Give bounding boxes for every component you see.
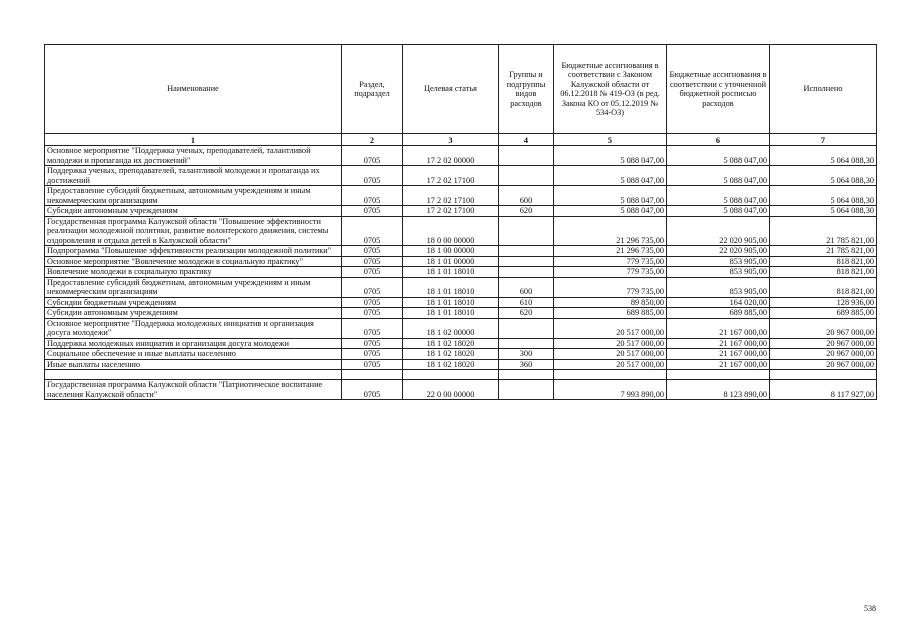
row-initial: 779 735,00: [554, 267, 667, 278]
row-section: 0705: [342, 186, 403, 206]
empty-cell: [342, 370, 403, 380]
row-section: 0705: [342, 349, 403, 360]
row-target: 18 1 02 18020: [403, 338, 499, 349]
row-name: Субсидии автономным учреждениям: [45, 308, 342, 319]
budget-table: [44, 44, 877, 400]
spacer-row: [45, 370, 877, 380]
row-section: 0705: [342, 277, 403, 297]
row-name: Субсидии автономным учреждениям: [45, 206, 342, 217]
row-name: Государственная программа Калужской области "Повышение эффективности реализации молодежной политики, развитие волонтерского движения, системы оздоровления и отдыха детей в Калужской области": [45, 216, 342, 246]
row-initial: 20 517 000,00: [554, 338, 667, 349]
row-executed: 20 967 000,00: [770, 318, 877, 338]
row-revised: 853 905,00: [667, 267, 770, 278]
row-section: 0705: [342, 380, 403, 400]
table-row: [45, 246, 877, 257]
row-executed: 5 064 088,30: [770, 206, 877, 217]
column-number: 5: [554, 134, 667, 146]
column-number: 1: [45, 134, 342, 146]
row-target: 17 2 02 17100: [403, 186, 499, 206]
row-target: 17 2 02 00000: [403, 146, 499, 166]
row-target: 18 1 01 18010: [403, 308, 499, 319]
column-number: 3: [403, 134, 499, 146]
header-initial: Бюджетные ассигнования в соответствии с Законом Калужской области от 06.12.2018 № 419-ОЗ (в ред. Закона КО от 05.12.2019 № 534-ОЗ): [554, 45, 667, 134]
header-executed: Исполнено: [770, 45, 877, 134]
row-revised: 8 123 890,00: [667, 380, 770, 400]
row-section: 0705: [342, 338, 403, 349]
row-initial: 779 735,00: [554, 277, 667, 297]
row-target: 18 0 00 00000: [403, 216, 499, 246]
row-group: 360: [499, 359, 554, 370]
page-number: 538: [864, 604, 876, 613]
column-number: 4: [499, 134, 554, 146]
row-section: 0705: [342, 216, 403, 246]
row-executed: 128 936,00: [770, 297, 877, 308]
row-target: 17 2 02 17100: [403, 166, 499, 186]
table-row: [45, 216, 877, 246]
table-row: [45, 359, 877, 370]
row-target: 18 1 02 00000: [403, 318, 499, 338]
table-body: [45, 146, 877, 400]
row-name: Иные выплаты населению: [45, 359, 342, 370]
row-revised: 21 167 000,00: [667, 359, 770, 370]
table-row: [45, 308, 877, 319]
row-group: 620: [499, 308, 554, 319]
row-section: 0705: [342, 297, 403, 308]
row-executed: 21 785 821,00: [770, 216, 877, 246]
row-section: 0705: [342, 256, 403, 267]
row-initial: 689 885,00: [554, 308, 667, 319]
table-row: [45, 318, 877, 338]
row-revised: 22 020 905,00: [667, 246, 770, 257]
row-name: Вовлечение молодежи в социальную практику: [45, 267, 342, 278]
table-row: [45, 297, 877, 308]
row-revised: 689 885,00: [667, 308, 770, 319]
row-group: 600: [499, 186, 554, 206]
row-initial: 89 850,00: [554, 297, 667, 308]
row-revised: 22 020 905,00: [667, 216, 770, 246]
row-executed: 818 821,00: [770, 267, 877, 278]
row-revised: 164 020,00: [667, 297, 770, 308]
row-executed: 5 064 088,30: [770, 146, 877, 166]
row-executed: 20 967 000,00: [770, 359, 877, 370]
header-row: [45, 45, 877, 134]
row-revised: 5 088 047,00: [667, 186, 770, 206]
row-revised: 5 088 047,00: [667, 146, 770, 166]
row-group: [499, 216, 554, 246]
row-initial: 21 296 735,00: [554, 246, 667, 257]
column-number: 7: [770, 134, 877, 146]
empty-cell: [770, 370, 877, 380]
row-initial: 5 088 047,00: [554, 166, 667, 186]
row-section: 0705: [342, 359, 403, 370]
row-executed: 8 117 927,00: [770, 380, 877, 400]
header-name: Наименование: [45, 45, 342, 134]
row-name: Подпрограмма "Повышение эффективности реализации молодежной политики": [45, 246, 342, 257]
row-initial: 20 517 000,00: [554, 349, 667, 360]
row-group: [499, 256, 554, 267]
row-revised: 853 905,00: [667, 256, 770, 267]
row-initial: 5 088 047,00: [554, 146, 667, 166]
row-target: 17 2 02 17100: [403, 206, 499, 217]
row-revised: 5 088 047,00: [667, 206, 770, 217]
row-initial: 20 517 000,00: [554, 359, 667, 370]
table-row: [45, 349, 877, 360]
row-initial: 21 296 735,00: [554, 216, 667, 246]
table-row: [45, 380, 877, 400]
column-number: 6: [667, 134, 770, 146]
row-executed: 818 821,00: [770, 256, 877, 267]
row-target: 18 1 01 00000: [403, 256, 499, 267]
row-revised: 21 167 000,00: [667, 338, 770, 349]
row-group: 610: [499, 297, 554, 308]
table-row: [45, 146, 877, 166]
row-group: [499, 338, 554, 349]
row-executed: 818 821,00: [770, 277, 877, 297]
table-row: [45, 338, 877, 349]
row-name: Основное мероприятие "Вовлечение молодежи в социальную практику": [45, 256, 342, 267]
row-group: 600: [499, 277, 554, 297]
row-revised: 5 088 047,00: [667, 166, 770, 186]
table-row: [45, 256, 877, 267]
row-target: 18 1 01 18010: [403, 297, 499, 308]
row-target: 18 1 01 18010: [403, 267, 499, 278]
row-name: Основное мероприятие "Поддержка ученых, преподавателей, талантливой молодежи и пропаганда их достижений": [45, 146, 342, 166]
table-row: [45, 206, 877, 217]
row-target: 18 1 01 18010: [403, 277, 499, 297]
table-row: [45, 186, 877, 206]
row-initial: 5 088 047,00: [554, 206, 667, 217]
row-initial: 7 993 890,00: [554, 380, 667, 400]
row-section: 0705: [342, 267, 403, 278]
row-name: Поддержка ученых, преподавателей, талантливой молодежи и пропаганда их достижений: [45, 166, 342, 186]
empty-cell: [403, 370, 499, 380]
header-target: Целевая статья: [403, 45, 499, 134]
row-group: 620: [499, 206, 554, 217]
column-number-row: [45, 134, 877, 146]
empty-cell: [554, 370, 667, 380]
header-section: Раздел, подраздел: [342, 45, 403, 134]
row-name: Субсидии бюджетным учреждениям: [45, 297, 342, 308]
empty-cell: [667, 370, 770, 380]
row-group: [499, 318, 554, 338]
row-name: Социальное обеспечение и иные выплаты населению: [45, 349, 342, 360]
row-revised: 21 167 000,00: [667, 349, 770, 360]
row-initial: 5 088 047,00: [554, 186, 667, 206]
row-executed: 21 785 821,00: [770, 246, 877, 257]
row-name: Предоставление субсидий бюджетным, автономным учреждениям и иным некоммерческим организациям: [45, 277, 342, 297]
row-group: [499, 166, 554, 186]
row-initial: 779 735,00: [554, 256, 667, 267]
row-section: 0705: [342, 146, 403, 166]
header-revised: Бюджетные ассигнования в соответствии с уточненной бюджетной росписью расходов: [667, 45, 770, 134]
row-section: 0705: [342, 318, 403, 338]
row-executed: 5 064 088,30: [770, 186, 877, 206]
row-group: [499, 380, 554, 400]
row-name: Поддержка молодежных инициатив и организация досуга молодежи: [45, 338, 342, 349]
row-revised: 21 167 000,00: [667, 318, 770, 338]
row-target: 18 1 02 18020: [403, 349, 499, 360]
row-initial: 20 517 000,00: [554, 318, 667, 338]
row-group: 300: [499, 349, 554, 360]
table-row: [45, 267, 877, 278]
row-executed: 20 967 000,00: [770, 338, 877, 349]
row-revised: 853 905,00: [667, 277, 770, 297]
row-name: Основное мероприятие "Поддержка молодежных инициатив и организация досуга молодежи": [45, 318, 342, 338]
table-row: [45, 166, 877, 186]
row-group: [499, 267, 554, 278]
row-target: 18 1 00 00000: [403, 246, 499, 257]
empty-cell: [499, 370, 554, 380]
row-name: Государственная программа Калужской области "Патриотическое воспитание населения Калужской области": [45, 380, 342, 400]
row-executed: 689 885,00: [770, 308, 877, 319]
row-executed: 20 967 000,00: [770, 349, 877, 360]
header-groups: Группы и подгруппы видов расходов: [499, 45, 554, 134]
row-group: [499, 246, 554, 257]
row-section: 0705: [342, 246, 403, 257]
row-group: [499, 146, 554, 166]
row-target: 18 1 02 18020: [403, 359, 499, 370]
empty-cell: [45, 370, 342, 380]
row-target: 22 0 00 00000: [403, 380, 499, 400]
row-section: 0705: [342, 308, 403, 319]
table-row: [45, 277, 877, 297]
row-section: 0705: [342, 166, 403, 186]
column-number: 2: [342, 134, 403, 146]
row-section: 0705: [342, 206, 403, 217]
row-name: Предоставление субсидий бюджетным, автономным учреждениям и иным некоммерческим организациям: [45, 186, 342, 206]
row-executed: 5 064 088,30: [770, 166, 877, 186]
